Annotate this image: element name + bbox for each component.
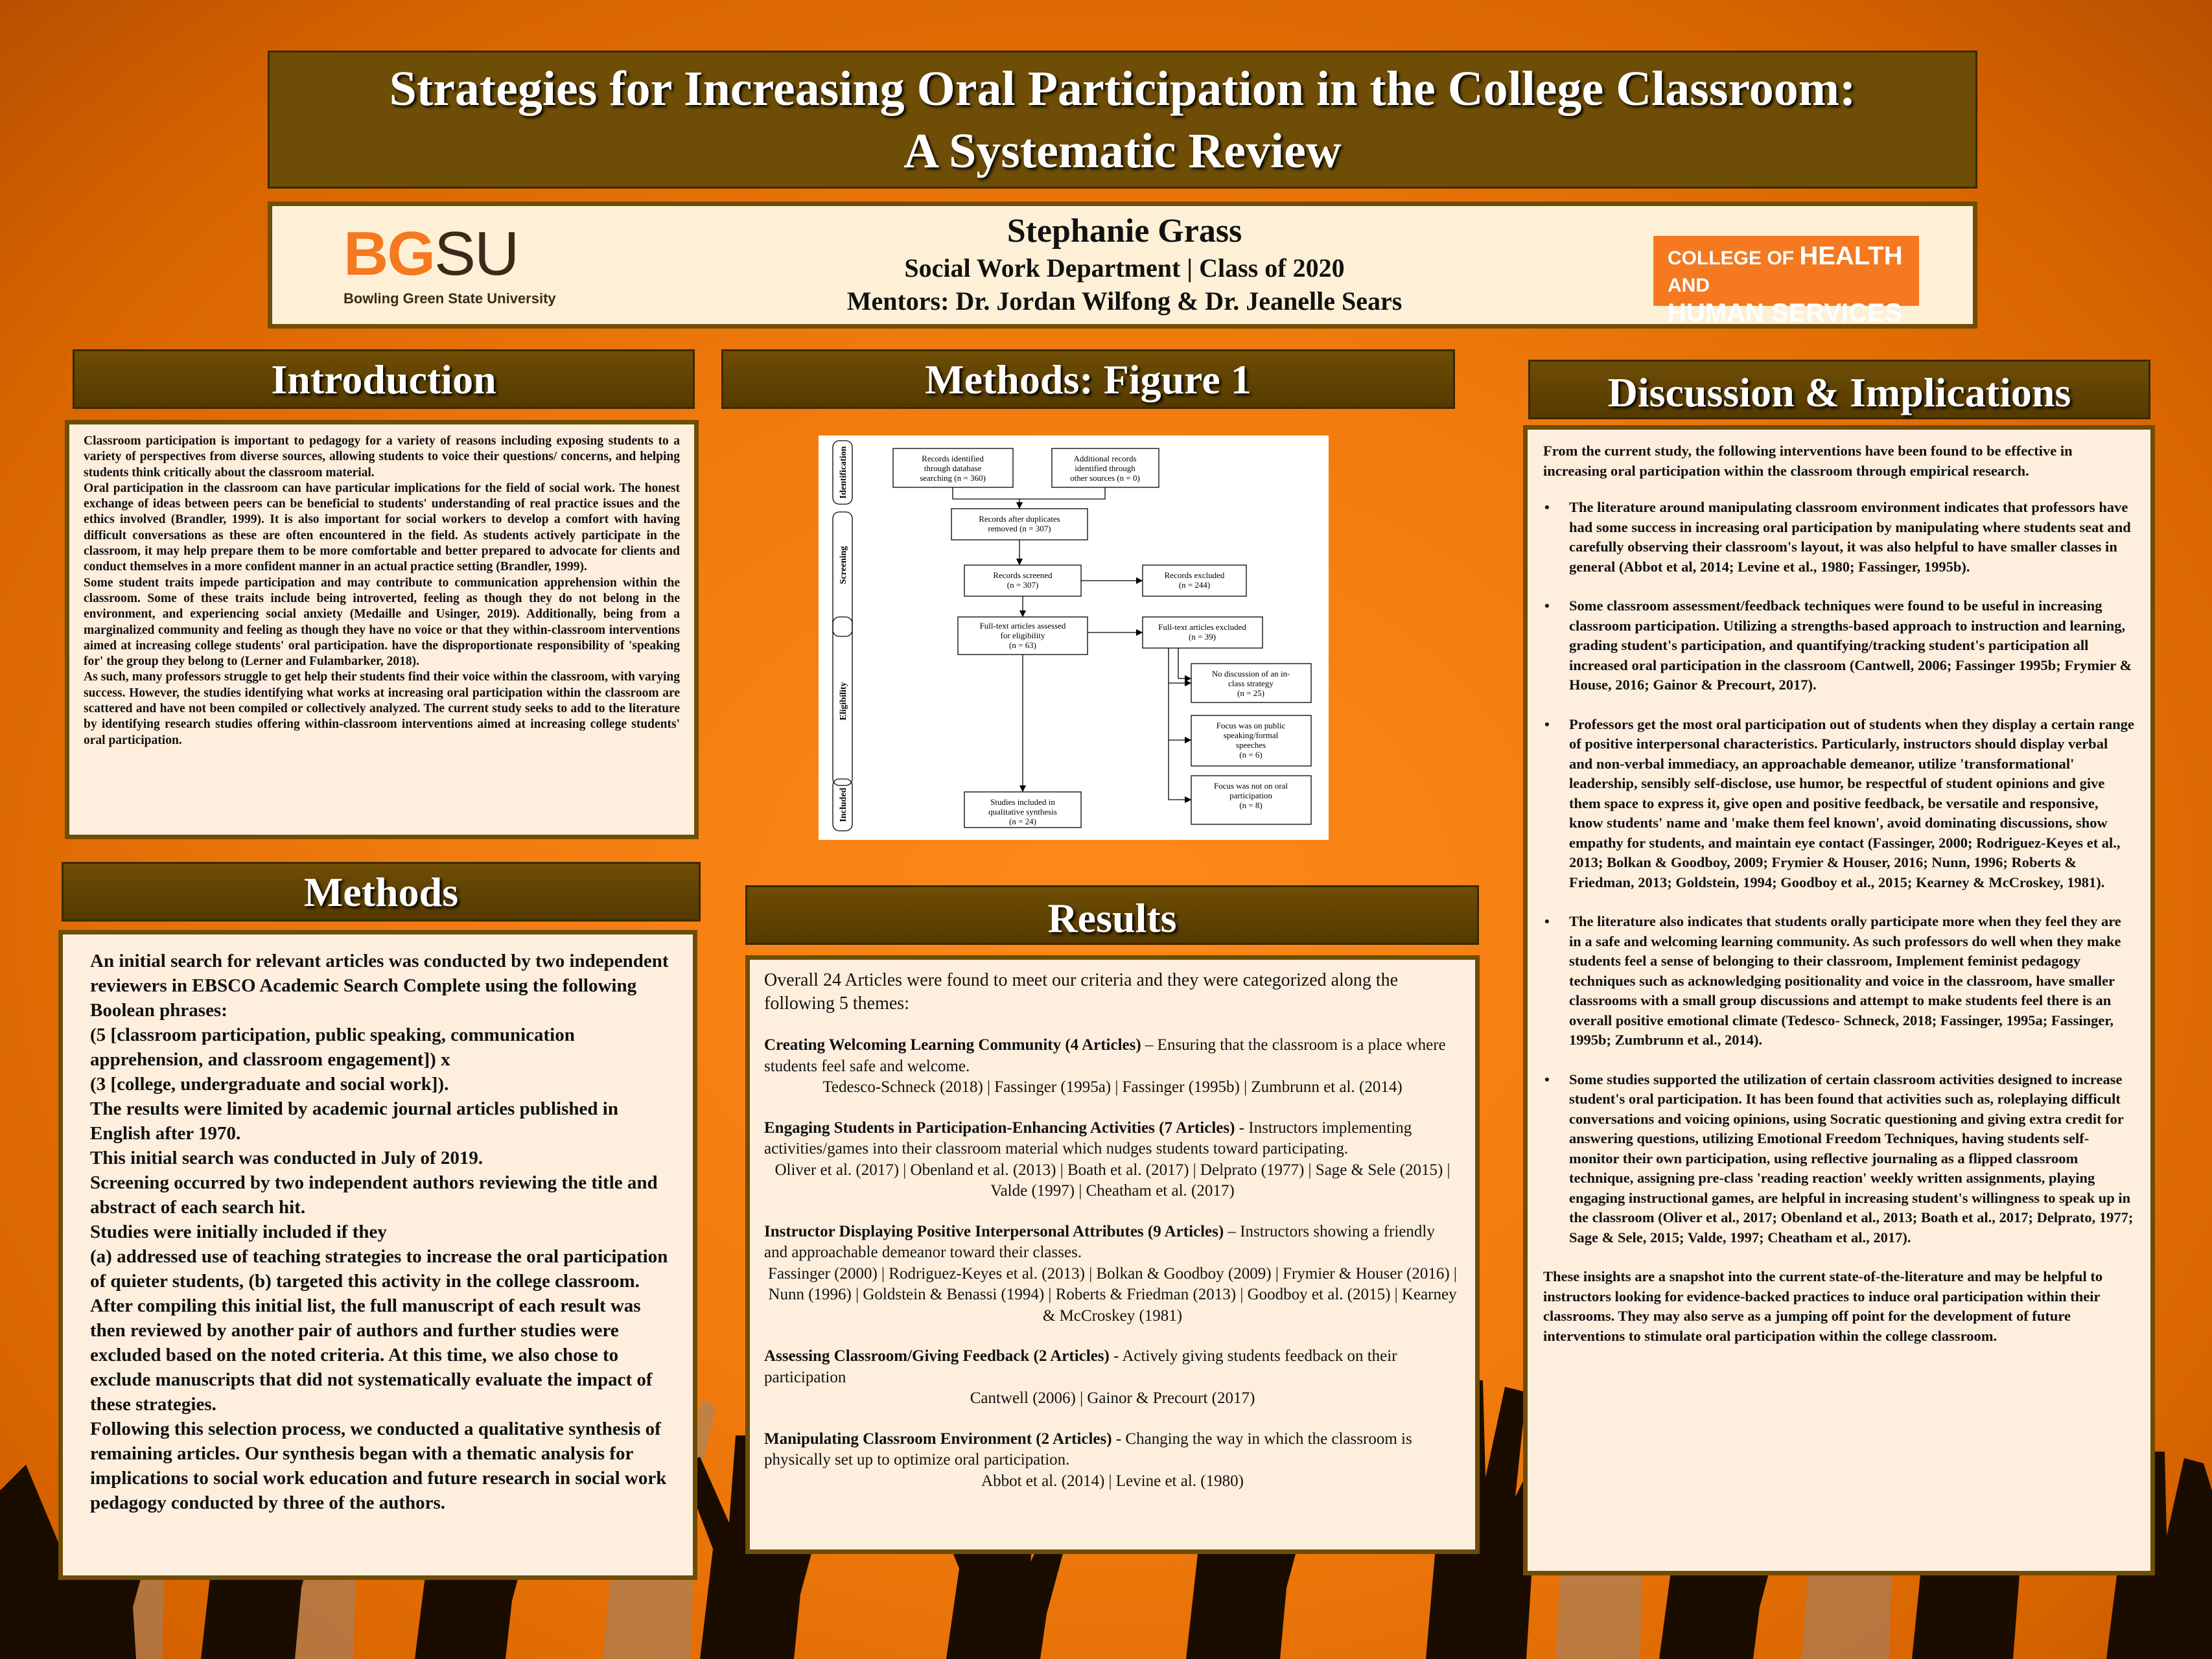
discussion-bullet-list	[1543, 498, 2135, 1247]
intro-paragraph: As such, many professors struggle to get help their students find their voice within the classroom, with varying success. However, the studies identifying what works at increasing oral participation within the classroom are scattered and have not been compiled or collectively analyzed. The current study seeks to add to the literature by identifying research studies offering within-classroom interventions aimed at increasing college students' oral participation.	[84, 670, 680, 747]
logo-bg: BG	[343, 219, 434, 288]
intro-paragraph: Oral participation in the classroom can have particular implications for the field of social work. The honest exchange of ideas between peers can be beneficial to students' understanding of real practice issues and the ethics involved (Brandler, 1999). It is also important for social workers to develop a comfort with having difficult conversations as these are often encountered in the field. As students actively participate in the classroom, it may help prepare them to be more comfortable and better prepared to advocate for clients and conduct themselves in a more confident manner in an actual practice setting (Brandler, 1999).	[84, 481, 680, 574]
svg-text:Records after duplicates: Records after duplicates	[979, 514, 1060, 524]
svg-text:(n = 25): (n = 25)	[1237, 688, 1264, 698]
svg-text:removed (n = 307): removed (n = 307)	[988, 524, 1051, 533]
methods-paragraph: This initial search was conducted in July of 2019.	[90, 1148, 483, 1168]
discussion-bullet: • The literature around manipulating classroom environment indicates that professors have had some success in increasing oral participation by manipulating where students seat and carefully observing their classroom's layout, it was also helpful to have smaller classes in general (Abbot et al, 2014; Levine et al., 1980; Fassinger, 1995b).	[1569, 498, 2135, 577]
svg-text:Records screened: Records screened	[993, 570, 1053, 580]
methods-paragraph: Studies were initially included if they	[90, 1222, 387, 1242]
title-line-2: A Systematic Review	[903, 124, 1342, 178]
svg-text:(n = 24): (n = 24)	[1009, 817, 1036, 826]
introduction-heading: Introduction	[73, 349, 695, 409]
result-references: Oliver et al. (2017) | Obenland et al. (2013) | Boath et al. (2017) | Delprato (1977) | Sage & Sele (2015) | Valde (1997) | Cheatham et al. (2017)	[774, 1161, 1450, 1200]
svg-text:Records identified: Records identified	[922, 454, 984, 463]
stage-eligibility-label: Eligibility	[839, 682, 848, 721]
methods-paragraph: (5 [classroom participation, public speaking, communication apprehension, and classroom engagement]) x	[90, 1025, 575, 1070]
result-theme: Creating Welcoming Learning Community (4 Articles) – Ensuring that the classroom is a place where students feel safe and welcome.	[764, 1036, 1446, 1075]
prisma-flow-diagram	[819, 435, 1329, 840]
svg-text:searching (n = 360): searching (n = 360)	[920, 473, 986, 483]
discussion-bullet: • The literature also indicates that students orally participate more when they feel they are in a safe and welcoming learning community. As such professors do well when they make students feel a sense of belonging to their classroom, Implement feminist pedagogy techniques such as acknowledging positionality and voice in the classroom, have smaller classrooms with a small group discussions and attempt to make students feel there is an overall positive emotional climate (Tedesco- Schneck, 2018; Fassinger, 1995a; Fassinger, 1995b; Zumbrunn et al., 2014).	[1569, 912, 2135, 1050]
svg-text:through database: through database	[924, 463, 982, 473]
intro-paragraph: Some student traits impede participation and may contribute to communication apprehension within the classroom. Some of these traits include being introverted, feeling as though they do not belong in the environment, and experiencing social anxiety (Medaille and Usinger, 2019). Additionally, being from a marginalized community and feeling as though they have no voice or that they within-classroom interventions aimed at increasing college students' oral participation. have the disproportionate responsibility of 'speaking for' the group they belong to (Lerner and Fulambarker, 2018).	[84, 575, 680, 669]
results-intro: Overall 24 Articles were found to meet our criteria and they were categorized along the following 5 themes:	[764, 970, 1399, 1014]
bgsu-logo	[343, 219, 603, 314]
svg-text:(n = 244): (n = 244)	[1178, 580, 1211, 590]
logo-su: SU	[434, 219, 518, 288]
stage-screening-label: Screening	[839, 546, 848, 585]
discussion-bullet: • Professors get the most oral participation out of students when they display a certain range of positive interpersonal characteristics. Particularly, instructors should display verbal and non-verbal immediacy, an approachable demeanor, utilize 'transformational' leadership, sensibly self-disclose, use humor, be respectful of student opinions and give them space to express it, give open and positive feedback, be versatile and responsive, know students' name and 'make them feel known', avoid dominating discussions, show empathy for students, and maintain eye contact (Fassinger, 2000; Rodriguez-Keyes et al., 2013; Bolkan & Goodboy, 2009; Frymier & Houser, 2016; Nunn, 1996; Roberts & Friedman, 2013; Goldstein, 1994; Goodboy et al., 2015; Kearney & McCroskey, 1981).	[1569, 715, 2135, 893]
discussion-closing: These insights are a snapshot into the current state-of-the-literature and may be helpful to instructors looking for evidence-backed practices to induce oral participation within their classrooms. They may also serve as a jumping off point for the development of future interventions to stimulate oral participation within the college classroom.	[1543, 1268, 2103, 1344]
stage-included-label: Included	[839, 787, 848, 822]
result-theme: Manipulating Classroom Environment (2 Articles) - Changing the way in which the classroom is physically set up to optimize oral participation.	[764, 1430, 1412, 1468]
svg-text:Focus was not on oral: Focus was not on oral	[1213, 781, 1288, 791]
discussion-heading: Discussion & Implications	[1528, 360, 2150, 419]
figure-heading: Methods: Figure 1	[721, 349, 1455, 409]
svg-text:(n = 63): (n = 63)	[1009, 640, 1036, 650]
svg-text:Focus was on public: Focus was on public	[1216, 721, 1286, 730]
title-line-1: Strategies for Increasing Oral Participation in the College Classroom:	[389, 62, 1856, 116]
stage-identification-label: Identification	[839, 446, 848, 499]
svg-text:No discussion of an in-: No discussion of an in-	[1211, 669, 1290, 679]
methods-paragraph: An initial search for relevant articles was conducted by two independent reviewers in EBSCO Academic Search Complete using the following Boolean phrases:	[90, 951, 669, 1021]
svg-text:Full-text articles excluded: Full-text articles excluded	[1158, 622, 1246, 632]
methods-paragraph: Following this selection process, we conducted a qualitative synthesis of remaining articles. Our synthesis began with a thematic analysis for implications to social work education and future research in social work pedagogy conducted by three of the authors.	[90, 1419, 667, 1513]
svg-text:class strategy: class strategy	[1228, 679, 1274, 688]
logo-university-name: Bowling Green State University	[343, 290, 556, 307]
svg-text:other sources (n = 0): other sources (n = 0)	[1070, 473, 1140, 483]
svg-text:for eligibility: for eligibility	[1000, 631, 1045, 640]
svg-text:participation: participation	[1229, 791, 1272, 800]
svg-text:Studies included in: Studies included in	[990, 797, 1055, 807]
svg-text:Records excluded: Records excluded	[1164, 570, 1225, 580]
methods-paragraph: The results were limited by academic journal articles published in English after 1970.	[90, 1098, 618, 1144]
result-references: Abbot et al. (2014) | Levine et al. (1980)	[981, 1472, 1244, 1490]
result-references: Tedesco-Schneck (2018) | Fassinger (1995a) | Fassinger (1995b) | Zumbrunn et al. (2014)	[822, 1078, 1403, 1096]
result-theme: Assessing Classroom/Giving Feedback (2 Articles) - Actively giving students feedback on their participation	[764, 1347, 1397, 1386]
discussion-intro: From the current study, the following interventions have been found to be effective in increasing oral participation within the classroom through empirical research.	[1543, 443, 2073, 479]
svg-text:Additional records: Additional records	[1073, 454, 1137, 463]
discussion-bullet: • Some studies supported the utilization of certain classroom activities designed to increase student's oral participation. It has been found that activities such as, roleplaying difficult conversations and voicing opinions, using Socratic questioning and giving extra credit for answering questions, utilizing Emotional Freedom Techniques, having students self-monitor their own participation, using reflective journaling as a flipped classroom technique, assigning pre-class 'reading reaction' weekly written assignments, playing engaging instructional games, are helpful in increasing student's willingness to speak up in the classroom (Oliver et al., 2017; Obenland et al., 2013; Boath et al., 2017; Delprato, 1977; Sage & Sele, 2015; Valde, 1997; Cheatham et al., 2017).	[1569, 1070, 2135, 1248]
svg-text:speaking/formal: speaking/formal	[1223, 730, 1279, 740]
methods-panel	[58, 930, 697, 1580]
svg-text:qualitative synthesis: qualitative synthesis	[988, 807, 1057, 817]
author-name: Stephanie Grass	[1007, 213, 1242, 249]
svg-text:speeches: speeches	[1235, 740, 1266, 750]
result-theme: Engaging Students in Participation-Enhancing Activities (7 Articles) - Instructors implementing activities/games into their classroom material which nudges students toward participating.	[764, 1119, 1412, 1157]
mentors: Mentors: Dr. Jordan Wilfong & Dr. Jeanelle Sears	[846, 286, 1403, 316]
result-references: Cantwell (2006) | Gainor & Precourt (2017)	[970, 1389, 1255, 1407]
author-banner	[268, 202, 1977, 329]
svg-text:Full-text articles assessed: Full-text articles assessed	[979, 621, 1066, 631]
svg-text:identified through: identified through	[1075, 463, 1135, 473]
department: Social Work Department | Class of 2020	[904, 253, 1345, 283]
svg-text:(n = 307): (n = 307)	[1007, 580, 1039, 590]
result-theme: Instructor Displaying Positive Interpersonal Attributes (9 Articles) – Instructors showing a friendly and approachable demeanor toward their classes.	[764, 1222, 1435, 1261]
methods-paragraph: (a) addressed use of teaching strategies to increase the oral participation of quieter students, (b) targeted this activity in the college classroom.	[90, 1246, 668, 1292]
poster-title	[268, 51, 1977, 189]
college-logo: COLLEGE OF HEALTH AND HUMAN SERVICES	[1653, 236, 1919, 306]
svg-text:(n = 8): (n = 8)	[1239, 800, 1263, 810]
methods-paragraph: Screening occurred by two independent authors reviewing the title and abstract of each search hit.	[90, 1172, 658, 1218]
result-references: Fassinger (2000) | Rodriguez-Keyes et al. (2013) | Bolkan & Goodboy (2009) | Frymier & Houser (2016) | Nunn (1996) | Goldstein & Benassi (1994) | Roberts & Friedman (2013) | Goodboy et al. (2015) | Kearney & McCroskey (1981)	[768, 1264, 1457, 1325]
methods-paragraph: After compiling this initial list, the full manuscript of each result was then reviewed by another pair of authors and further studies were excluded based on the noted criteria. At this time, we also chose to exclude manuscripts that did not systematically evaluate the impact of these strategies.	[90, 1295, 653, 1415]
intro-paragraph: Classroom participation is important to pedagogy for a variety of reasons including exposing students to a variety of perspectives from diverse sources, allowing students to voice their questions/ concerns, and helping students think critically about the classroom material.	[84, 434, 680, 480]
introduction-panel	[65, 420, 699, 839]
svg-text:(n = 6): (n = 6)	[1239, 750, 1263, 760]
results-panel	[745, 955, 1480, 1554]
discussion-panel	[1523, 425, 2155, 1575]
methods-heading: Methods	[62, 862, 701, 922]
methods-paragraph: (3 [college, undergraduate and social work]).	[90, 1074, 449, 1095]
results-heading: Results	[745, 885, 1479, 945]
discussion-bullet: • Some classroom assessment/feedback techniques were found to be useful in increasing classroom participation. Utilizing a strengths-based approach to instruction and learning, grading student's participation, and quantifying/tracking student's participation all increased oral participation in the classroom (Cantwell, 2006; Fassinger 1995b; Frymier & House, 2016; Gainor & Precourt, 2017).	[1569, 596, 2135, 695]
svg-text:(n = 39): (n = 39)	[1189, 632, 1216, 642]
